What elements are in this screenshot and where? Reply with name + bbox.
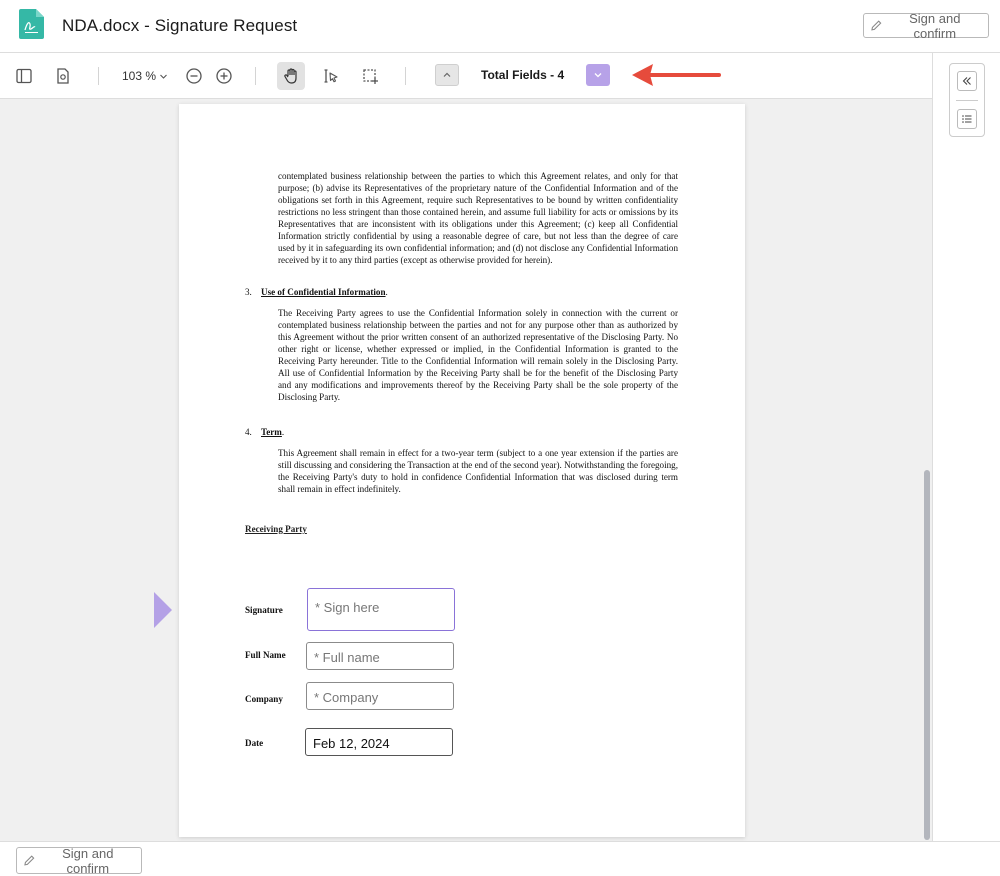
chevron-down-icon: [593, 70, 603, 80]
total-fields-counter: Total Fields - 4: [481, 68, 565, 82]
page-thumbnail-button[interactable]: [50, 63, 76, 89]
company-field[interactable]: * Company: [306, 682, 454, 710]
collapse-panel-button[interactable]: [957, 71, 977, 91]
pencil-icon: [23, 854, 36, 867]
previous-field-button[interactable]: [435, 64, 459, 86]
minus-circle-icon: [185, 67, 203, 85]
marquee-select-icon: [361, 67, 379, 85]
zoom-out-button[interactable]: [181, 63, 207, 89]
document-toolbar: [0, 53, 948, 99]
toggle-sidebar-button[interactable]: [11, 63, 37, 89]
full-name-label: Full Name: [245, 650, 286, 660]
sign-and-confirm-button[interactable]: [863, 10, 989, 41]
area-select-button[interactable]: [357, 63, 383, 89]
vertical-scrollbar[interactable]: [924, 470, 930, 840]
section-number: 4.: [245, 427, 252, 437]
intro-paragraph: contemplated business relationship between the parties to which this Agreement relates, and only for that purpose; (b) advise its Representatives of the proprietary nature of the Confidential Information and of the obligations set forth in this Agreement, require such Representatives to be bound by written confidentiality restrictions no less stringent than those contained herein, and assume full liability for acts or omissions by its Representatives that are inconsistent with its obligations under this Agreement; (c) keep all Confidential Information strictly confidential by using a reasonable degree of care, but not less than the degree of care used by it in safeguarding its own confidential information; and (d) not disclose any Confidential Information received by it to any third parties (except as otherwise provided for herein).: [278, 171, 678, 265]
pan-tool-button[interactable]: [277, 62, 305, 90]
footer-bar: [0, 841, 1000, 876]
sidebar-panel-icon: [15, 67, 33, 85]
toolbar-divider: [255, 67, 256, 85]
right-side-panel: [932, 53, 1000, 841]
section-heading-punct: .: [281, 427, 285, 437]
zoom-in-button[interactable]: [211, 63, 237, 89]
sign-and-confirm-button-footer[interactable]: [16, 847, 142, 874]
sign-and-confirm-label: Sign and confirm: [909, 10, 961, 41]
chevron-down-icon: [159, 72, 168, 81]
section-heading-text: Use of Confidential Information: [261, 287, 386, 297]
signature-app-icon: [19, 9, 44, 39]
annotation-arrow-icon: [629, 60, 723, 90]
field-list-button[interactable]: [957, 109, 977, 129]
zoom-level-value: 103 %: [122, 69, 157, 83]
section-heading-text: Term: [261, 427, 282, 437]
company-label: Company: [245, 694, 283, 704]
chevron-up-icon: [442, 70, 452, 80]
current-field-pointer-icon: [154, 592, 172, 628]
signature-label: Signature: [245, 605, 283, 615]
section-heading-punct: .: [385, 287, 388, 297]
section-number: 3.: [245, 287, 252, 297]
date-label: Date: [245, 738, 264, 748]
toolbar-divider: [405, 67, 406, 85]
document-title: NDA.docx - Signature Request: [62, 16, 298, 35]
text-cursor-select-icon: [322, 67, 340, 85]
signature-field[interactable]: * Sign here: [307, 588, 455, 631]
hand-icon: [282, 67, 300, 85]
section-3-body: The Receiving Party agrees to use the Confidential Information solely in connection with the current or contemplated business relationship between the parties and not for any purpose other than as authorized by this Agreement without the prior written consent of an authorized representative of the Disclosing Party. No other right or license, whether expressed or implied, in the Confidential Information is granted to the Receiving Party hereunder. Title to the Confidential Information will remain solely in the Disclosing Party. All use of Confidential Information by the Receiving Party shall be for the benefit of the Disclosing Party and any modifications and improvements thereof by the Receiving Party shall be the sole property of the Disclosing Party.: [278, 308, 678, 402]
plus-circle-icon: [215, 67, 233, 85]
document-search-icon: [54, 67, 72, 85]
full-name-field[interactable]: * Full name: [306, 642, 454, 670]
date-field[interactable]: Feb 12, 2024: [305, 728, 453, 756]
receiving-party-heading: Receiving Party: [245, 524, 307, 534]
pencil-icon: [870, 19, 883, 32]
double-chevron-left-icon: [961, 75, 973, 87]
sign-and-confirm-label: Sign and confirm: [62, 845, 114, 876]
section-4-body: This Agreement shall remain in effect for a two-year term (subject to a one year extension if the parties are still discussing and considering the Transaction at the end of the second year). Notwithstanding the foregoing, the Receiving Party's duty to hold in confidence Confidential Information that was disclosed during term shall remain in effect indefinitely.: [278, 448, 678, 494]
list-icon: [961, 113, 973, 125]
header-bar: [0, 0, 1000, 53]
select-tool-button[interactable]: [318, 63, 344, 89]
panel-controls: [949, 63, 985, 137]
next-field-button[interactable]: [586, 64, 610, 86]
toolbar-divider: [98, 67, 99, 85]
document-page: [179, 104, 745, 837]
zoom-dropdown[interactable]: [122, 69, 168, 83]
panel-divider: [956, 100, 978, 101]
section-4-heading: [245, 427, 284, 437]
section-3-heading: [245, 287, 388, 297]
